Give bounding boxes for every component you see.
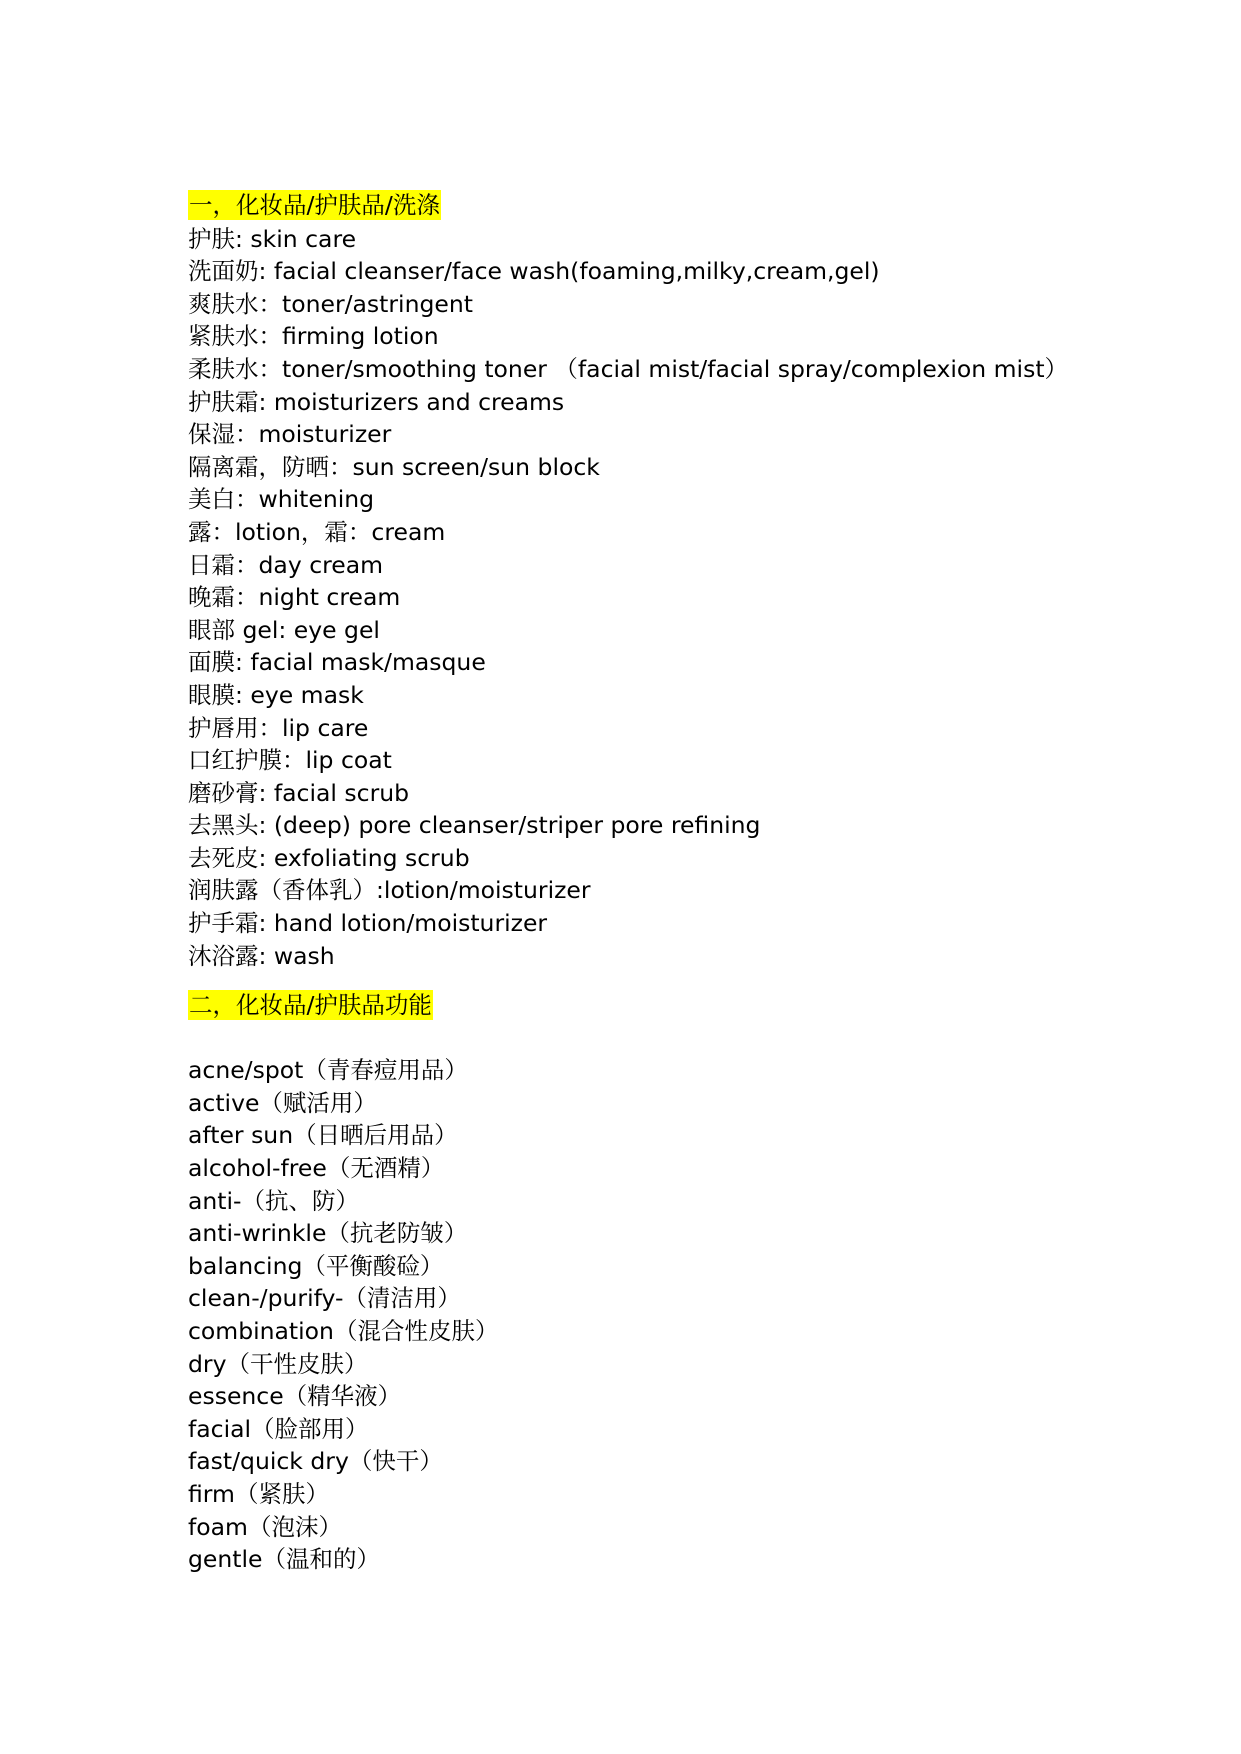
- list-item: firm（紧肤）: [188, 1479, 329, 1508]
- list-item: acne/spot（青春痘用品）: [188, 1056, 468, 1085]
- list-item: 柔肤水：toner/smoothing toner （facial mist/facial spray/complexion mist）: [188, 354, 1069, 383]
- list-item: 紧肤水：firming lotion: [188, 322, 439, 351]
- section-spacer: [188, 1024, 1198, 1054]
- list-item: 去死皮: exfoliating scrub: [188, 843, 470, 872]
- list-item: facial（脸部用）: [188, 1414, 369, 1443]
- section-1-heading: 一，化妆品/护肤品/洗涤: [189, 191, 440, 219]
- list-item: 护唇用：lip care: [188, 713, 369, 742]
- list-item: foam（泡沫）: [188, 1512, 342, 1541]
- list-item: 面膜: facial mask/masque: [188, 648, 486, 677]
- list-item: 日霜：day cream: [188, 550, 384, 579]
- list-item: 隔离霜，防晒：sun screen/sun block: [188, 452, 600, 481]
- list-item: 护手霜: hand lotion/moisturizer: [188, 909, 548, 938]
- list-item: 保湿：moisturizer: [188, 420, 392, 449]
- list-item: alcohol-free（无酒精）: [188, 1154, 445, 1183]
- list-item: after sun（日晒后用品）: [188, 1121, 458, 1150]
- list-item: clean-/purify-（清洁用）: [188, 1284, 461, 1313]
- list-item: dry（干性皮肤）: [188, 1349, 368, 1378]
- section-1-heading-row: [188, 190, 1198, 223]
- list-item: 爽肤水：toner/astringent: [188, 289, 473, 318]
- list-item: gentle（温和的）: [188, 1545, 380, 1574]
- list-item: 眼部 gel: eye gel: [188, 615, 380, 644]
- list-item: 润肤露（香体乳）:lotion/moisturizer: [188, 876, 591, 905]
- list-item: 露：lotion，霜：cream: [188, 517, 446, 546]
- list-item: anti-（抗、防）: [188, 1186, 360, 1215]
- list-item: combination（混合性皮肤）: [188, 1317, 499, 1345]
- list-item: 晚霜：night cream: [188, 583, 401, 612]
- list-item: anti-wrinkle（抗老防皱）: [188, 1219, 468, 1248]
- list-item: balancing（平衡酸硷）: [188, 1251, 444, 1280]
- list-item: essence（精华液）: [188, 1382, 402, 1411]
- list-item: 护肤霜: moisturizers and creams: [188, 387, 565, 416]
- list-item: fast/quick dry（快干）: [188, 1447, 443, 1476]
- list-item: active（赋活用）: [188, 1088, 377, 1117]
- section-2-heading: 二，化妆品/护肤品功能: [189, 991, 432, 1020]
- list-item: 磨砂膏: facial scrub: [188, 778, 410, 807]
- list-item: 沐浴露: wash: [188, 941, 335, 970]
- list-item: 口红护膜：lip coat: [188, 746, 392, 775]
- list-item: 洗面奶: facial cleanser/face wash(foaming,milky,cream,gel): [188, 257, 880, 286]
- section-2-heading-row: [188, 990, 1198, 1024]
- section-2-list: [188, 1054, 1198, 1576]
- list-item: 美白：whitening: [188, 485, 375, 514]
- list-item: 去黑头: (deep) pore cleanser/striper pore refining: [188, 811, 761, 840]
- document-page: [188, 190, 1198, 1576]
- section-1-list: [188, 223, 1198, 973]
- list-item: 护肤: skin care: [188, 224, 357, 253]
- section-spacer: [188, 972, 1198, 990]
- list-item: 眼膜: eye mask: [188, 680, 364, 709]
